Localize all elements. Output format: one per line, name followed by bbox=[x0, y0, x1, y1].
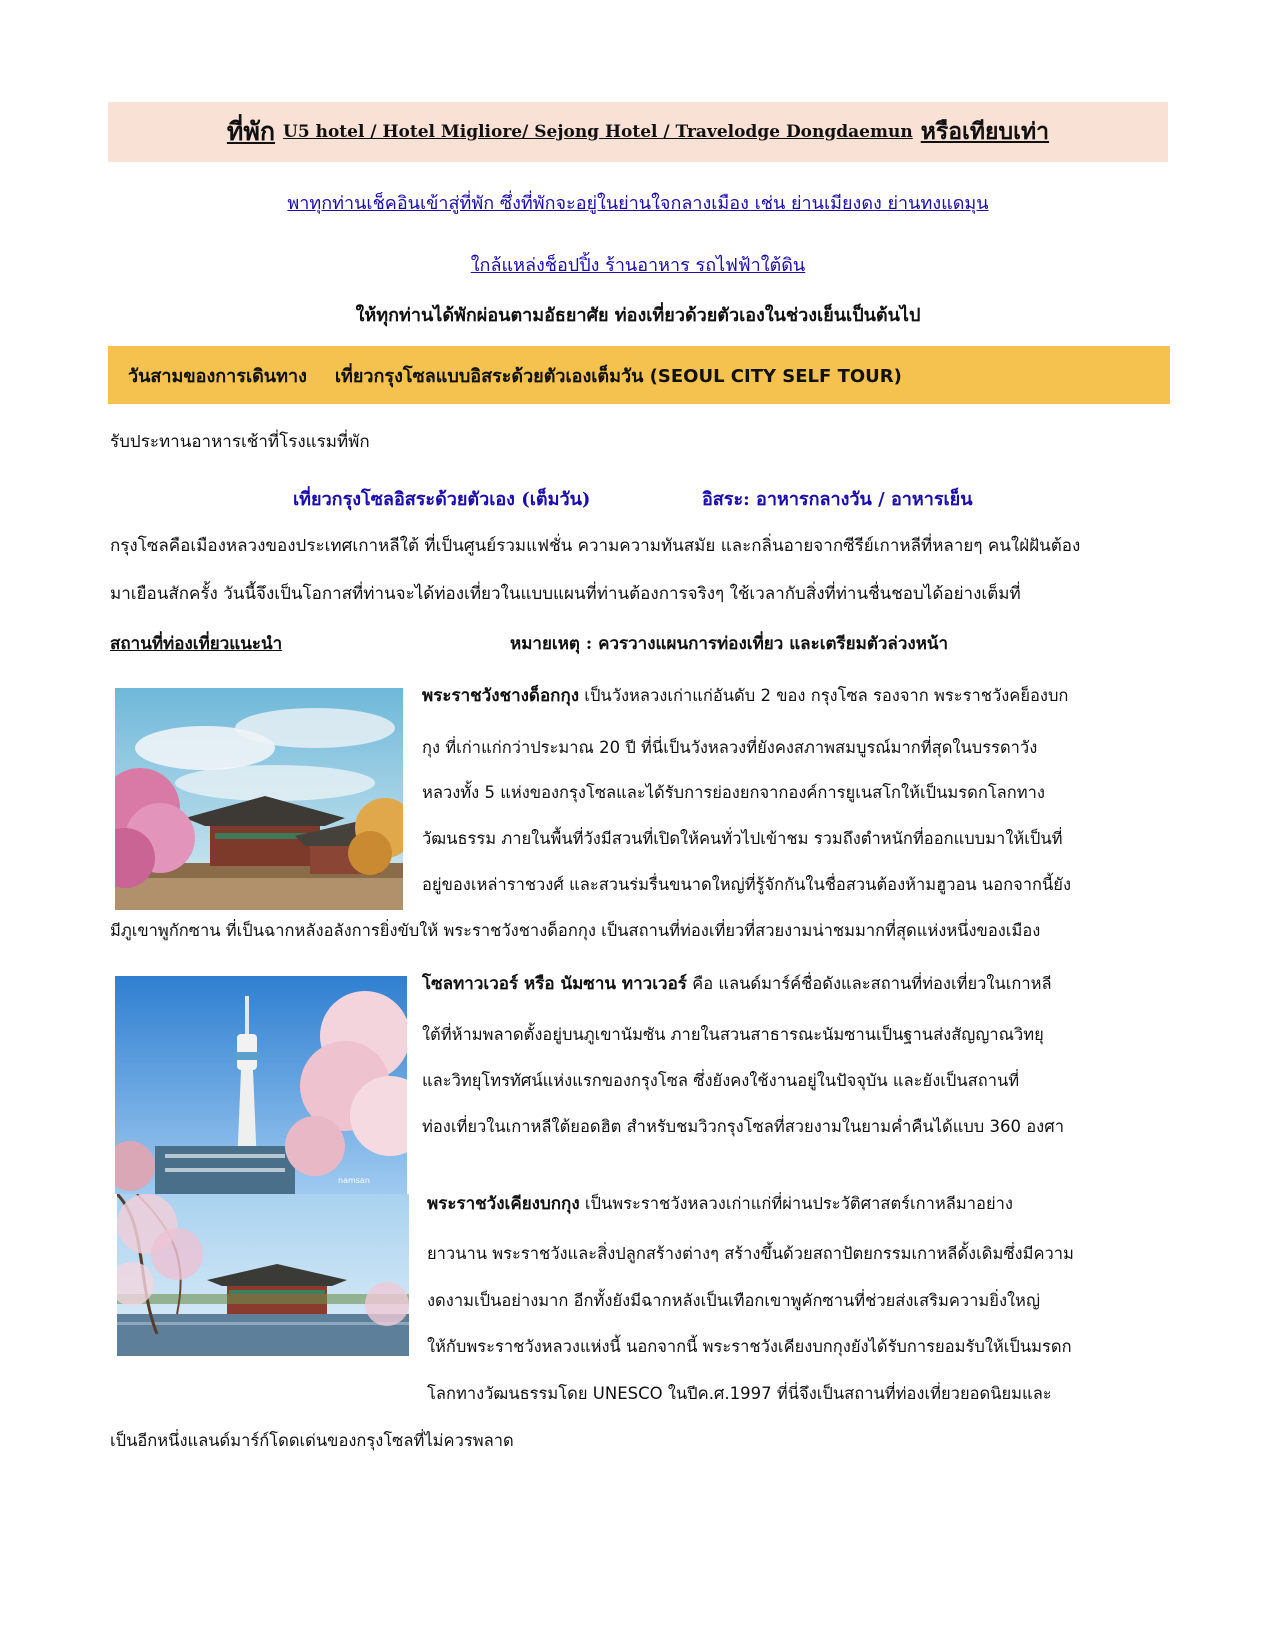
gyeongbokgung-line-1: พระราชวังเคียงบกกุง เป็นพระราชวังหลวงเก่าแก่ที่ผ่านประวัติศาสตร์เกาหลีมาอย่าง bbox=[427, 1194, 1013, 1214]
changdeokgung-photo bbox=[115, 688, 403, 910]
ntower-line-2: ใต้ที่ห้ามพลาดตั้งอยู่บนภูเขานัมซัน ภายในสวนสาธารณะนัมซานเป็นฐานส่งสัญญาณวิทยุ bbox=[422, 1025, 1044, 1044]
gyeongbokgung-line-4: ให้กับพระราชวังหลวงแห่งนี้ นอกจากนี้ พระราชวังเคียงบกกุงยังได้รับการยอมรับให้เป็นมรดก bbox=[427, 1337, 1072, 1356]
checkin-link-2[interactable]: ใกล้แหล่งช็อปปิ้ง ร้านอาหาร รถไฟฟ้าใต้ดิน bbox=[470, 255, 806, 276]
changdeokgung-line-4: วัฒนธรรม ภายในพื้นที่วังมีสวนที่เปิดให้คนทั่วไปเข้าชม รวมถึงตำหนักที่ออกแบบมาให้เป็นที่ bbox=[422, 829, 1063, 848]
free-meals-label: อิสระ: อาหารกลางวัน / อาหารเย็น bbox=[702, 489, 973, 510]
gyeongbokgung-photo bbox=[117, 1194, 409, 1356]
free-day-label: เที่ยวกรุงโซลอิสระด้วยตัวเอง (เต็มวัน) bbox=[293, 489, 591, 510]
day3-banner bbox=[108, 346, 1170, 404]
ntower-line-4: ท่องเที่ยวในเกาหลีใต้ยอดฮิต สำหรับชมวิวกรุงโซลที่สวยงามในยามค่ำคืนได้แบบ 360 องศา bbox=[422, 1117, 1064, 1136]
changdeokgung-line-6: มีภูเขาพูกักซาน ที่เป็นฉากหลังอลังการยิ่งขับให้ พระราชวังชางด็อกกุง เป็นสถานที่ท่องเที่ยวที่สวยงามน่าชมมากที่สุดแห่งหนึ่งของเมือง bbox=[110, 921, 1041, 940]
hotel-equivalent: หรือเทียบเท่า bbox=[920, 118, 1050, 145]
day3-label: วันสามของการเดินทาง bbox=[128, 365, 307, 387]
intro-line-1: กรุงโซลคือเมืองหลวงของประเทศเกาหลีใต้ ที่เป็นศูนย์รวมแฟชั่น ความความทันสมัย และกลิ่นอายจากซีรีย์เกาหลีที่หลายๆ คนใฝ่ฝันต้อง bbox=[110, 536, 1081, 556]
gyeongbokgung-line-3: งดงามเป็นอย่างมาก อีกทั้งยังมีฉากหลังเป็นเทือกเขาพูคักซานที่ช่วยส่งเสริมความยิ่งใหญ่ bbox=[427, 1291, 1040, 1310]
ntower-name: โซลทาวเวอร์ หรือ นัมซาน ทาวเวอร์ bbox=[422, 974, 687, 994]
checkin-link-1[interactable]: พาทุกท่านเช็คอินเข้าสู่ที่พัก ซึ่งที่พักจะอยู่ในย่านใจกลางเมือง เช่น ย่านเมียงดง ย่านทงแดมุน bbox=[287, 193, 989, 214]
day3-title: เที่ยวกรุงโซลแบบอิสระด้วยตัวเองเต็มวัน (SEOUL CITY SELF TOUR) bbox=[334, 365, 902, 387]
hotel-banner bbox=[108, 102, 1168, 162]
checkin-line-1-wrap bbox=[108, 188, 1168, 217]
ntower-photo bbox=[115, 976, 407, 1194]
changdeokgung-line-3: หลวงทั้ง 5 แห่งของกรุงโซลและได้รับการย่องยกจากองค์การยูเนสโกให้เป็นมรดกโลกทาง bbox=[422, 783, 1045, 802]
changdeokgung-line-1: พระราชวังชางด็อกกุง เป็นวังหลวงเก่าแก่อันดับ 2 ของ กรุงโซล รองจาก พระราชวังคย็องบก bbox=[422, 686, 1069, 706]
hotel-label: ที่พัก bbox=[226, 117, 276, 146]
gyeongbokgung-line-5: โลกทางวัฒนธรรมโดย UNESCO ในปีค.ศ.1997 ที่นี่จึงเป็นสถานที่ท่องเที่ยวยอดนิยมและ bbox=[427, 1384, 1052, 1403]
changdeokgung-line-5: อยู่ของเหล่าราชวงศ์ และสวนร่มรื่นขนาดใหญ่ที่รู้จักกันในชื่อสวนต้องห้ามฮูวอน นอกจากนี้ยัง bbox=[422, 875, 1072, 894]
changdeokgung-line-2: กุง ที่เก่าแก่กว่าประมาณ 20 ปี ที่นี่เป็นวังหลวงที่ยังคงสภาพสมบูรณ์มากที่สุดในบรรดาวัง bbox=[422, 738, 1038, 757]
recommend-heading: สถานที่ท่องเที่ยวแนะนำ bbox=[110, 634, 283, 654]
checkin-line-2-wrap bbox=[108, 250, 1168, 279]
gyeongbokgung-name: พระราชวังเคียงบกกุง bbox=[427, 1194, 580, 1214]
gyeongbokgung-line-6: เป็นอีกหนึ่งแลนด์มาร์ก์โดดเด่นของกรุงโซลที่ไม่ควรพลาด bbox=[110, 1431, 514, 1450]
ntower-line-1: โซลทาวเวอร์ หรือ นัมซาน ทาวเวอร์ คือ แลนด์มาร์ค์ชื่อดังและสถานที่ท่องเที่ยวในเกาหลี bbox=[422, 974, 1052, 994]
photo-watermark: namsan bbox=[338, 1176, 370, 1185]
ntower-line-3: และวิทยุโทรทัศน์แห่งแรกของกรุงโซล ซึ่งยังคงใช้งานอยู่ในปัจจุบัน และยังเป็นสถานที่ bbox=[422, 1071, 1020, 1090]
changdeokgung-name: พระราชวังชางด็อกกุง bbox=[422, 686, 580, 706]
hotel-names: U5 hotel / Hotel Migliore/ Sejong Hotel / Travelodge Dongdaemun bbox=[283, 122, 913, 142]
gyeongbokgung-line-2: ยาวนาน พระราชวังและสิ่งปลูกสร้างต่างๆ สร้างขึ้นด้วยสถาปัตยกรรมเกาหลีดั้งเดิมซึ่งมีความ bbox=[427, 1244, 1074, 1263]
intro-line-2: มาเยือนสักครั้ง วันนี้จึงเป็นโอกาสที่ท่านจะได้ท่องเที่ยวในแบบแผนที่ท่านต้องการจริงๆ ใช้เวลากับสิ่งที่ท่านชื่นชอบได้อย่างเต็มที่ bbox=[110, 584, 1021, 604]
recommend-note: หมายเหตุ : ควรวางแผนการท่องเที่ยว และเตรียมตัวล่วงหน้า bbox=[510, 634, 949, 654]
breakfast-note: รับประทานอาหารเช้าที่โรงแรมที่พัก bbox=[110, 432, 370, 452]
rest-note: ให้ทุกท่านได้พักผ่อนตามอัธยาศัย ท่องเที่ยวด้วยตัวเองในช่วงเย็นเป็นต้นไป bbox=[355, 305, 921, 326]
